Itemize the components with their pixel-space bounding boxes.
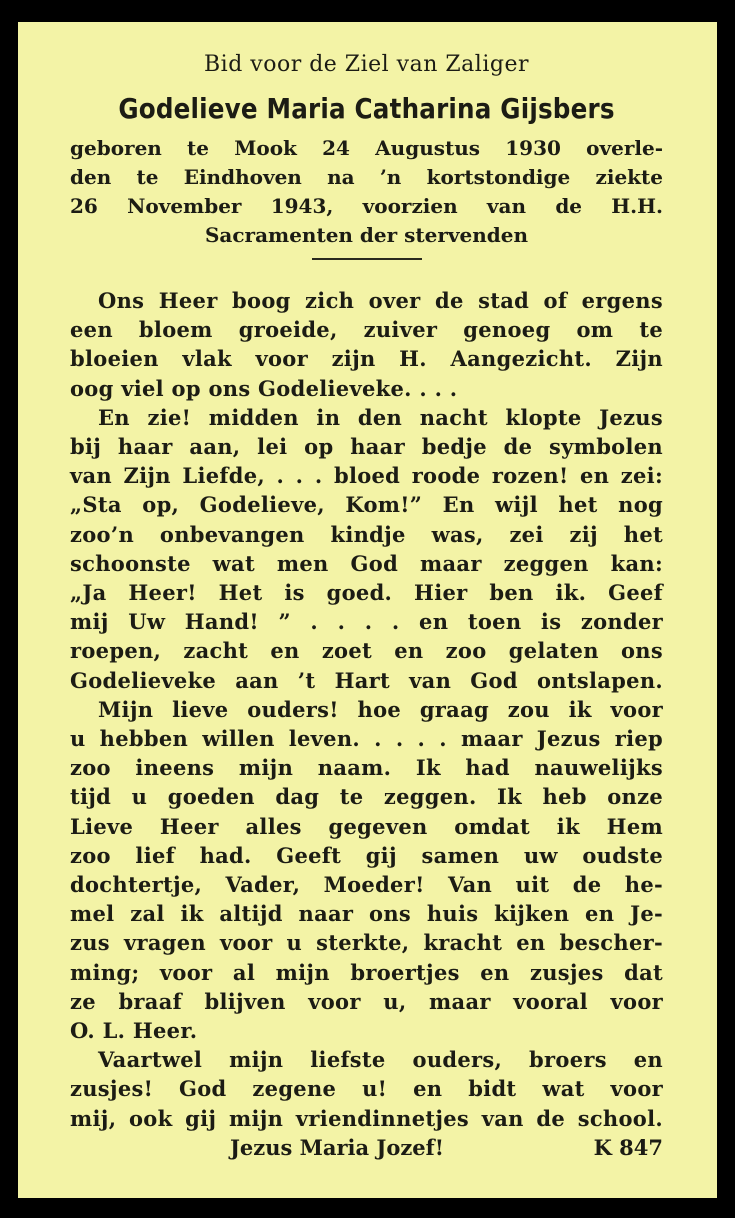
- memorial-text: [70, 286, 663, 1133]
- text-line: schoonste wat men God maar zeggen kan:: [70, 550, 663, 576]
- text-line: oog viel op ons Godelieveke. . . .: [70, 375, 458, 401]
- text-line: dochtertje, Vader, Moeder! Van uit de he-: [70, 872, 663, 898]
- text-line: van Zijn Liefde, . . . bloed roode rozen! en zei:: [70, 463, 663, 489]
- closing-line: [70, 1133, 663, 1163]
- text-line: bloeien vlak voor zijn H. Aangezicht. Zijn: [70, 346, 663, 372]
- text-line: zus vragen voor u sterkte, kracht en bescher-: [70, 930, 663, 956]
- text-line: „Sta op, Godelieve, Kom!” En wijl het nog: [70, 492, 663, 518]
- text-line: ze braaf blijven voor u, maar vooral voor: [70, 988, 663, 1014]
- text-line: Godelieveke aan ’t Hart van God ontslapen.: [70, 667, 663, 693]
- text-line: Mijn lieve ouders! hoe graag zou ik voor: [98, 696, 663, 722]
- closing-invocation: Jezus Maria Jozef!: [230, 1134, 444, 1160]
- text-line: zoo ineens mijn naam. Ik had nauwelijks: [70, 755, 663, 781]
- text-line: mel zal ik altijd naar ons huis kijken en Je-: [70, 901, 663, 927]
- text-line: zoo’n onbevangen kindje was, zei zij het: [70, 521, 663, 547]
- text-line: O. L. Heer.: [70, 1018, 198, 1044]
- text-line: mij, ook gij mijn vriendinnetjes van de school.: [70, 1105, 663, 1131]
- text-line: zoo lief had. Geeft gij samen uw oudste: [70, 842, 663, 868]
- text-line: „Ja Heer! Het is goed. Hier ben ik. Geef: [70, 580, 663, 606]
- intro-line: 26 November 1943, voorzien van de H.H.: [70, 194, 663, 218]
- text-line: En zie! midden in den nacht klopte Jezus: [98, 404, 663, 430]
- divider-rule: [312, 258, 422, 260]
- text-line: tijd u goeden dag te zeggen. Ik heb onze: [70, 784, 663, 810]
- memorial-card: [18, 22, 717, 1198]
- text-line: u hebben willen leven. . . . . maar Jezus riep: [70, 726, 663, 752]
- text-line: ming; voor al mijn broertjes en zusjes dat: [70, 959, 663, 985]
- text-line: Vaartwel mijn liefste ouders, broers en: [98, 1047, 663, 1073]
- intro-paragraph: [70, 134, 663, 250]
- text-line: Ons Heer boog zich over de stad of ergens: [98, 288, 663, 313]
- print-code: K 847: [593, 1134, 663, 1160]
- deceased-name: Godelieve Maria Catharina Gijsbers: [118, 92, 615, 125]
- text-line: Lieve Heer alles gegeven omdat ik Hem: [70, 813, 663, 839]
- text-line: bij haar aan, lei op haar bedje de symbolen: [70, 434, 663, 460]
- text-line: roepen, zacht en zoet en zoo gelaten ons: [70, 638, 663, 664]
- text-line: mij Uw Hand! ” . . . . en toen is zonder: [70, 609, 663, 635]
- intro-line: Sacramenten der stervenden: [204, 223, 529, 247]
- text-line: zusjes! God zegene u! en bidt wat voor: [70, 1076, 663, 1102]
- intro-line: den te Eindhoven na ’n kortstondige ziekte: [70, 165, 663, 189]
- text-line: een bloem groeide, zuiver genoeg om te: [70, 317, 663, 343]
- prayer-heading: Bid voor de Ziel van Zaliger: [204, 52, 529, 77]
- intro-line: geboren te Mook 24 Augustus 1930 overle-: [70, 136, 663, 160]
